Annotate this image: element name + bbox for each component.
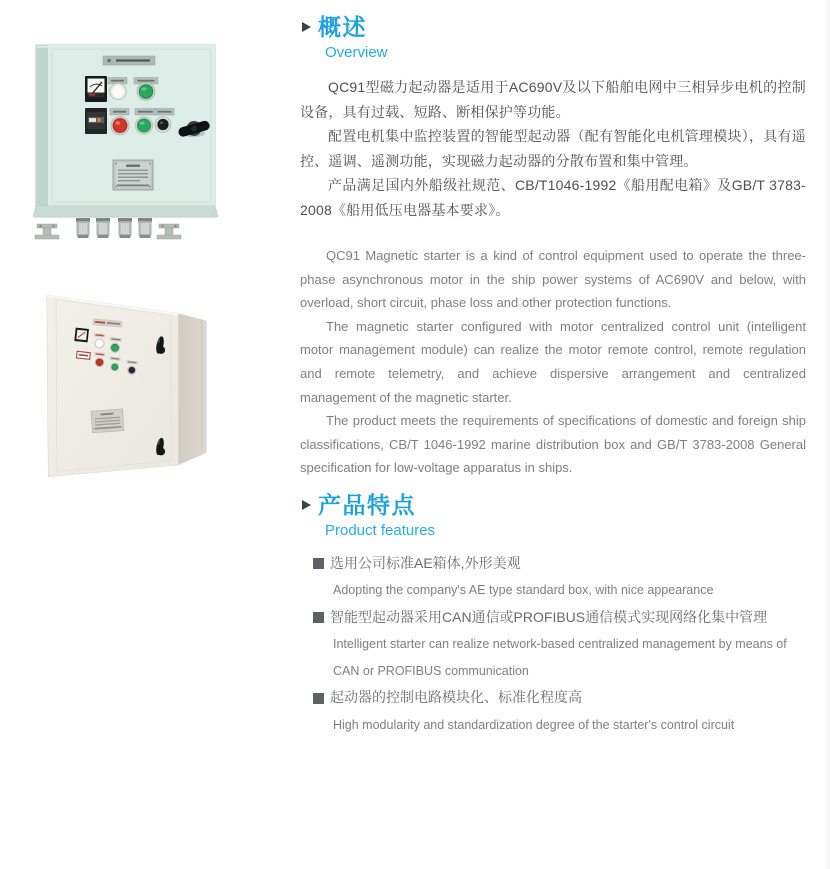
feature-zh-text: 智能型起动器采用CAN通信或PROFIBUS通信模式实现网络化集中管理 [330, 608, 768, 625]
cabinet-base [33, 206, 218, 217]
features-title-en: Product features [325, 521, 436, 539]
overview-chinese-paragraphs [300, 75, 806, 222]
overview-zh-p2: 配置电机集中监控装置的智能型起动器（配有智能化电机管理模块），具有遥控、遥调、遥测功能，实现磁力起动器的分散布置和集中管理。 [300, 128, 806, 169]
starter-cabinet-front-illustration [30, 42, 220, 242]
ammeter-gauge [85, 76, 107, 102]
stop-button-red [95, 358, 104, 367]
section-arrow-icon [302, 22, 311, 32]
feature-item [300, 604, 806, 685]
overview-en-p2: The magnetic starter configured with motor centralized control unit (intelligent motor management module) can realize the motor remote control, remote regulation and remote telemetry, and achieve dispersive arrangement and centralized management of the magnetic starter. [300, 318, 806, 405]
stop-button-white [110, 83, 126, 99]
content-column [300, 14, 806, 738]
overview-zh-p3: 产品满足国内外船级社规范、CB/T1046-1992《船用配电箱》及GB/T 3783-2008《船用低压电器基本要求》。 [300, 177, 806, 218]
button-label-plates-row2 [110, 109, 174, 116]
feature-list [300, 550, 806, 739]
reset-button-navy [128, 366, 136, 374]
cable-glands [76, 218, 152, 238]
feature-en-text: Adopting the company's AE type standard box, with nice appearance [333, 583, 714, 598]
ammeter-gauge [74, 328, 89, 343]
features-header [300, 492, 806, 540]
section-arrow-icon [302, 500, 311, 510]
mounting-foot-right [157, 224, 181, 239]
stop-button-white [95, 339, 104, 348]
feature-en-text: Intelligent starter can realize network-based centralized management by means of CAN or PROFIBUS communication [333, 637, 787, 678]
overview-en-p3: The product meets the requirements of specifications of domestic and foreign ship classifications, CB/T 1046-1992 marine distribution box and GB/T 3783-2008 General specification for low-voltage apparatus in ships. [300, 413, 806, 476]
product-photo-front-view [30, 42, 220, 242]
overview-title-zh: 概述 [318, 14, 367, 40]
feature-bullet-icon [313, 612, 324, 623]
overview-section [300, 14, 806, 480]
feature-en-text: High modularity and standardization degree of the starter's control circuit [333, 717, 735, 732]
product-photo-perspective-view [40, 285, 215, 485]
run-button-green [110, 343, 119, 352]
circuit-breaker [85, 108, 107, 134]
overview-zh-p1: QC91型磁力起动器是适用于AC690V及以下船舶电网中三相异步电机的控制设备，具有过载、短路、断相保护等功能。 [300, 79, 806, 120]
overview-en-p1: QC91 Magnetic starter is a kind of control equipment used to operate the three-phase asynchronous motor in the ship power systems of AC690V and below, with overload, short circuit, phase loss and other protection functions. [300, 248, 806, 311]
feature-zh-text: 起动器的控制电路模块化、标准化程度高 [330, 689, 582, 706]
feature-bullet-icon [313, 558, 324, 569]
feature-zh-line [300, 550, 806, 578]
nameplate [113, 160, 153, 190]
overview-title-en: Overview [325, 44, 388, 61]
overview-header [300, 14, 806, 62]
overview-english-paragraphs [300, 244, 806, 480]
features-title-zh: 产品特点 [318, 491, 416, 518]
stop-button-red [111, 116, 129, 134]
feature-zh-line [300, 604, 806, 632]
warning-label [76, 351, 90, 359]
start-button-green [111, 363, 119, 371]
cabinet-left-side [36, 48, 48, 214]
top-designation-label [103, 56, 155, 65]
start-button-green [135, 117, 152, 134]
feature-item [300, 684, 806, 738]
feature-zh-line [300, 684, 806, 712]
feature-item [300, 550, 806, 604]
feature-zh-text: 选用公司标准AE箱体,外形美观 [330, 554, 521, 571]
run-button-green [137, 83, 155, 101]
nameplate [91, 409, 124, 433]
features-section [300, 492, 806, 739]
feature-bullet-icon [313, 693, 324, 704]
starter-cabinet-perspective-illustration [40, 285, 215, 485]
cabinet-side-face [178, 313, 206, 465]
reset-button-black [155, 117, 171, 133]
mounting-foot-left [35, 224, 59, 239]
